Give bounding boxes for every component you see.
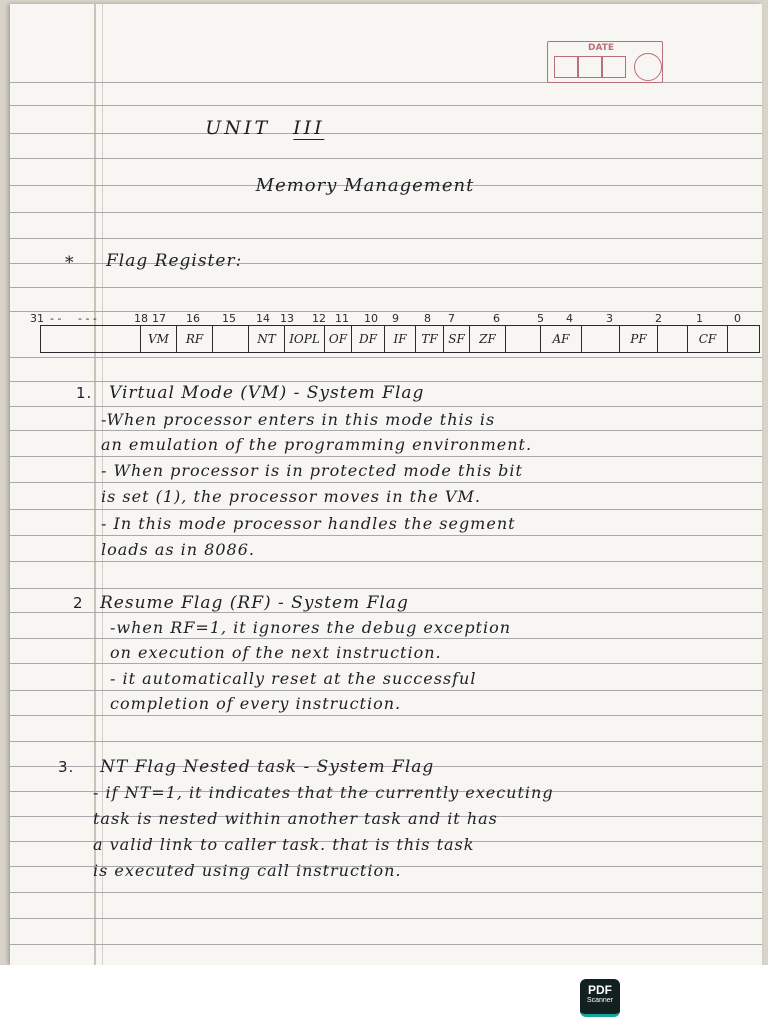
flag-cell [506, 326, 541, 352]
bit-number: 9 [392, 312, 399, 325]
ruled-line [10, 133, 762, 134]
note-line: is executed using call instruction. [93, 861, 402, 880]
note-line: an emulation of the programming environment. [101, 435, 533, 454]
flag-cell: DF [352, 326, 385, 352]
date-label: DATE [588, 43, 615, 53]
ruled-line [10, 456, 762, 457]
note-line: - if NT=1, it indicates that the currently executing [93, 783, 554, 802]
flag-cell: SF [444, 326, 470, 352]
flag-cell: OF [325, 326, 352, 352]
notebook-paper [10, 4, 762, 965]
ruled-line [10, 509, 762, 510]
badge-subtitle: Scanner [586, 997, 614, 1004]
date-cell [602, 56, 626, 78]
bit-number: 13 [280, 312, 294, 325]
bit-number: 2 [655, 312, 662, 325]
flag-cell [41, 326, 141, 352]
section-number: 1. [76, 384, 93, 402]
bit-number: 17 [152, 312, 166, 325]
flag-cell: NT [249, 326, 285, 352]
flag-cell: PF [620, 326, 658, 352]
ruled-line [10, 287, 762, 288]
page-number-circle [634, 53, 662, 81]
unit-heading [205, 117, 324, 139]
bit-number: 16 [186, 312, 200, 325]
flag-cell: CF [688, 326, 728, 352]
note-line: - it automatically reset at the successful [110, 669, 477, 688]
section-title: NT Flag Nested task - System Flag [100, 757, 435, 777]
ruled-line [10, 238, 762, 239]
section-title: Virtual Mode (VM) - System Flag [109, 383, 425, 403]
bit-number: 10 [364, 312, 378, 325]
ruled-line [10, 741, 762, 742]
ruled-line [10, 892, 762, 893]
ruled-line [10, 357, 762, 358]
ruled-line [10, 212, 762, 213]
flag-register-bullet: * [65, 253, 75, 273]
note-line: on execution of the next instruction. [110, 643, 442, 662]
bit-number: - - [50, 312, 62, 325]
note-line: loads as in 8086. [101, 540, 255, 559]
bit-number: 6 [493, 312, 500, 325]
ruled-line [10, 482, 762, 483]
flag-cell [658, 326, 688, 352]
ruled-line [10, 311, 762, 312]
date-cell [578, 56, 602, 78]
unit-numeral: III [293, 117, 325, 139]
section-title: Resume Flag (RF) - System Flag [100, 593, 409, 613]
flag-cell: VM [141, 326, 177, 352]
ruled-line [10, 105, 762, 106]
bit-number: 4 [566, 312, 573, 325]
ruled-line [10, 158, 762, 159]
bit-number: - - - [78, 312, 97, 325]
ruled-line [10, 535, 762, 536]
date-box [547, 41, 663, 83]
note-line: is set (1), the processor moves in the VM. [101, 487, 481, 506]
ruled-line [10, 944, 762, 945]
bit-number: 5 [537, 312, 544, 325]
ruled-line [10, 406, 762, 407]
note-line: - When processor is in protected mode this bit [101, 461, 523, 480]
bit-number: 0 [734, 312, 741, 325]
bit-number: 18 [134, 312, 148, 325]
flag-cell: TF [416, 326, 444, 352]
flag-cell: ZF [470, 326, 506, 352]
pdf-scanner-logo [580, 979, 620, 1017]
bit-number: 11 [335, 312, 349, 325]
flag-cell: IF [385, 326, 416, 352]
bit-number: 31 [30, 312, 44, 325]
ruled-line [10, 588, 762, 589]
bit-number: 8 [424, 312, 431, 325]
bit-number: 1 [696, 312, 703, 325]
ruled-line [10, 561, 762, 562]
flag-cell: RF [177, 326, 213, 352]
ruled-line [10, 715, 762, 716]
ruled-line [10, 918, 762, 919]
date-cell [554, 56, 578, 78]
section-number: 2 [73, 594, 84, 612]
flag-register-table [40, 325, 760, 353]
flag-cell [582, 326, 620, 352]
bit-number: 12 [312, 312, 326, 325]
bit-number: 14 [256, 312, 270, 325]
note-line: task is nested within another task and it has [93, 809, 498, 828]
note-line: -When processor enters in this mode this is [101, 410, 496, 429]
note-line: a valid link to caller task. that is this task [93, 835, 475, 854]
flag-cell: IOPL [285, 326, 325, 352]
unit-label: UNIT [205, 117, 271, 139]
note-line: completion of every instruction. [110, 694, 402, 713]
note-line: -when RF=1, it ignores the debug exception [110, 618, 512, 637]
flag-cell [213, 326, 249, 352]
badge-title: PDF [588, 983, 612, 997]
bit-number: 7 [448, 312, 455, 325]
note-line: - In this mode processor handles the segment [101, 514, 516, 533]
flag-cell: AF [541, 326, 582, 352]
bit-number: 15 [222, 312, 236, 325]
ruled-line [10, 690, 762, 691]
bit-number: 3 [606, 312, 613, 325]
subject-title: Memory Management [255, 175, 475, 196]
section-number: 3. [58, 758, 75, 776]
flag-register-heading: Flag Register: [106, 251, 243, 271]
